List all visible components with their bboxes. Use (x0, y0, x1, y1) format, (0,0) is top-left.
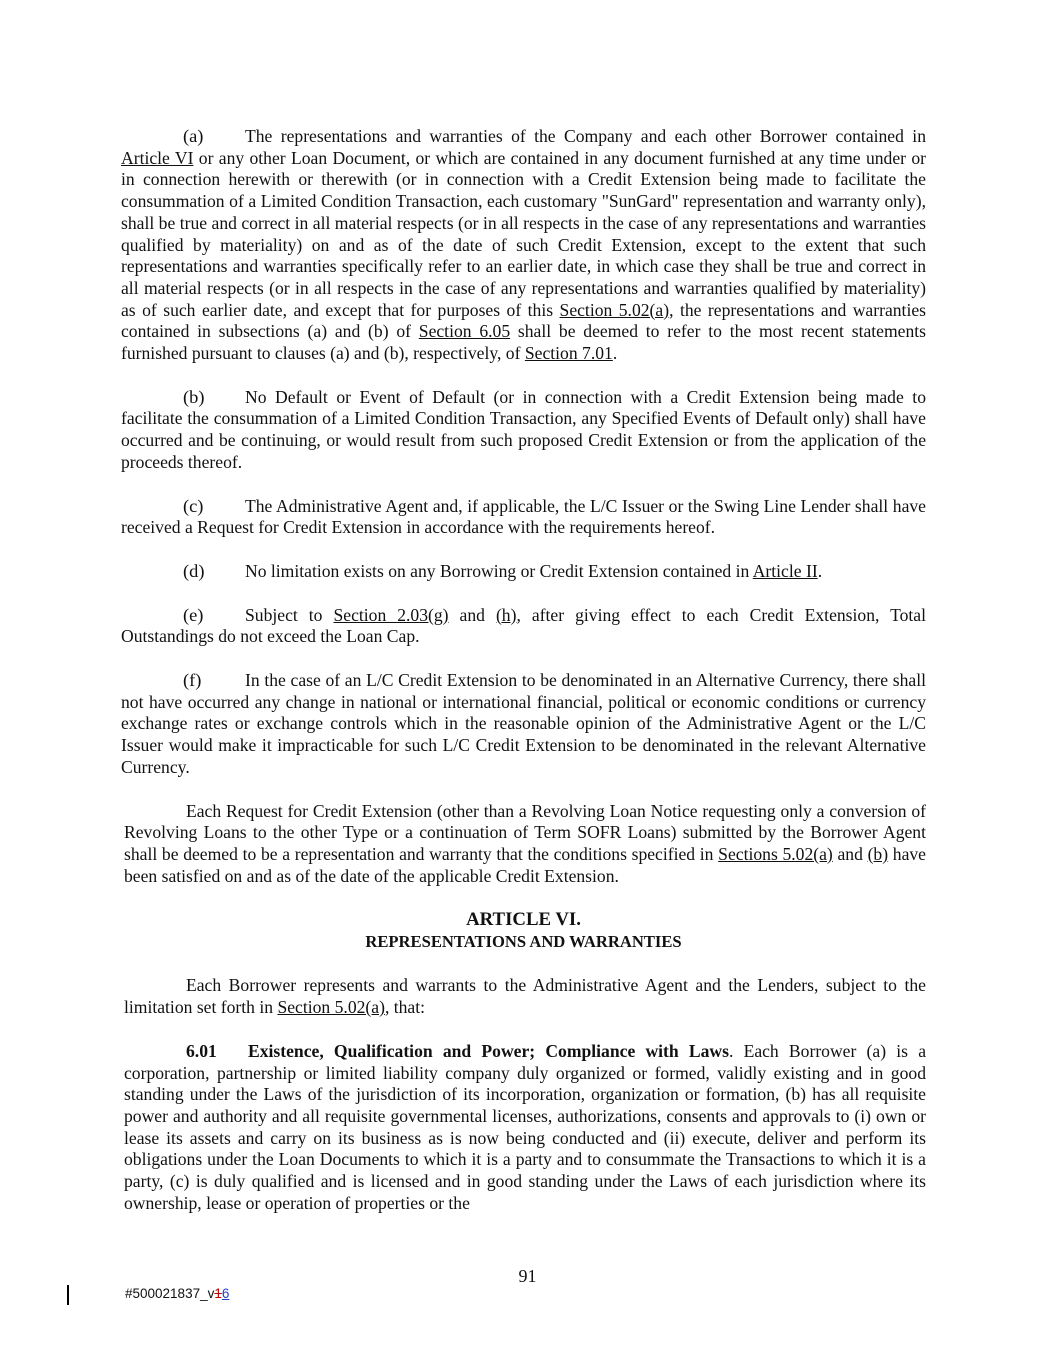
paragraph-text: have been satisfied on and as of the date of the applicable Credit Extension. (124, 843, 926, 886)
document-id-deleted: 1 (214, 1286, 222, 1301)
cross-reference: Sections 5.02(a) (718, 843, 833, 864)
clause-label: (a) (183, 126, 204, 146)
paragraph-b (121, 387, 926, 474)
cross-reference: Section 2.03(g) (333, 604, 449, 625)
paragraph-text: The representations and warranties of the Company and each other Borrower contained in (245, 126, 926, 146)
paragraph-a (121, 126, 926, 365)
paragraph-text: . (612, 343, 618, 364)
document-id-inserted: 6 (221, 1286, 230, 1301)
cross-reference: Section 5.02(a) (559, 299, 670, 320)
paragraph-text: . (817, 560, 823, 581)
paragraph-text: In the case of an L/C Credit Extension to be denominated in an Alternative Currency, there shall not have occurred any change in national or international financial, political or economic conditions or currency exchange rates or exchange controls which in the reasonable opinion of the Administrative Agent or the L/C Issuer would make it impracticable for such L/C Credit Extension to be denominated in the relevant Alternative Currency. (121, 670, 926, 777)
paragraph-text: and (448, 604, 496, 625)
clause-label: (b) (183, 386, 205, 407)
paragraph-text: No Default or Event of Default (or in connection with a Credit Extension being made to facilitate the consummation of a Limited Condition Transaction, any Specified Events of Default only) shall have occurred and be continuing, or would result from such proposed Credit Extension or from the application of the proceeds thereof. (121, 386, 926, 472)
paragraph-intro (121, 975, 926, 1018)
paragraph-text: No limitation exists on any Borrowing or Credit Extension contained in (245, 560, 753, 581)
section-6-01 (121, 1041, 926, 1215)
paragraph-text: or any other Loan Document, or which are contained in any document furnished at any time under or in connection herewith or therewith (or in connection with a Credit Extension being made to facilitate the consummation of a Limited Condition Transaction, each customary "SunGard" representation and warranty only), shall be true and correct in all material respects (or in all respects in the case of any representations and warranties qualified by materiality) on and as of the date of such Credit Extension, except to the extent that such representations and warranties specifically refer to an earlier date, in which case they shall be true and correct in all material respects (or in all respects in the case of any representations and warranties qualified by materiality) as of such earlier date, and except that for purposes of this (121, 147, 927, 320)
section-title-end: . (728, 1040, 734, 1061)
cross-reference: (b) (867, 843, 889, 864)
article-title: REPRESENTATIONS AND WARRANTIES (365, 932, 682, 952)
paragraph-text: Each Borrower (a) is a corporation, partnership or limited liability company duly organized or formed, validly existing and in good standing under the Laws of the jurisdiction of its incorporation, organization or formation, (b) has all requisite power and authority and all requisite governmental licenses, authorizations, consents and approvals to (i) own or lease its assets and carry on its business as is now being conducted and (ii) execute, deliver and perform its obligations under the Loan Documents to which it is a party and to consummate the Transactions to which it is a party, (c) is duly qualified and is licensed and in good standing under the Laws of each jurisdiction where its ownership, lease or operation of properties or the (124, 1040, 926, 1213)
article-heading (121, 909, 926, 953)
section-number: 6.01 (186, 1040, 217, 1061)
clause-label: (d) (183, 560, 205, 581)
clause-label: (f) (183, 670, 202, 691)
paragraph-text: , that: (384, 997, 426, 1018)
paragraph-text: and (832, 843, 868, 864)
paragraph-text: , after giving effect to each Credit Extension, Total Outstandings do not exceed the Loan Cap. (121, 604, 926, 647)
clause-label: (e) (183, 604, 204, 625)
article-number: ARTICLE VI. (466, 909, 581, 931)
document-id-prefix: #500021837_v (125, 1286, 215, 1301)
paragraph-d (121, 561, 926, 583)
paragraph-e (121, 605, 926, 648)
cross-reference: (h) (495, 604, 517, 625)
paragraph-text: Each Request for Credit Extension (other than a Revolving Loan Notice requesting only a conversion of Revolving Loans to the other Type or a continuation of Term SOFR Loans) submitted by the Borrower Agent shall be deemed to be a representation and warranty that the conditions specified in (124, 800, 926, 864)
paragraph-text: shall be deemed to refer to the most recent statements furnished pursuant to clauses (a) and (b), respectively, of (121, 321, 926, 364)
paragraph-c (121, 496, 926, 539)
paragraph-text: , the representations and warranties contained in subsections (a) and (b) of (121, 299, 926, 342)
cross-reference: Article VI (121, 147, 194, 168)
cross-reference: Section 7.01 (524, 343, 613, 364)
clause-label: (c) (183, 495, 204, 516)
document-page (121, 126, 926, 1236)
paragraph-text: The Administrative Agent and, if applicable, the L/C Issuer or the Swing Line Lender shall have received a Request for Credit Extension in accordance with the requirements hereof. (121, 495, 926, 538)
paragraph-f (121, 670, 926, 779)
cross-reference: Section 5.02(a) (277, 997, 385, 1018)
document-id (125, 1286, 229, 1301)
paragraph-request (121, 801, 926, 888)
change-bar (67, 1285, 69, 1305)
page-number: 91 (518, 1266, 537, 1286)
paragraph-text: Subject to (245, 604, 334, 625)
section-title: Existence, Qualification and Power; Compliance with Laws (248, 1040, 729, 1061)
paragraph-text: Each Borrower represents and warrants to the Administrative Agent and the Lenders, subject to the limitation set forth in (124, 975, 926, 1018)
cross-reference: Article II (752, 560, 818, 581)
cross-reference: Section 6.05 (418, 321, 511, 342)
